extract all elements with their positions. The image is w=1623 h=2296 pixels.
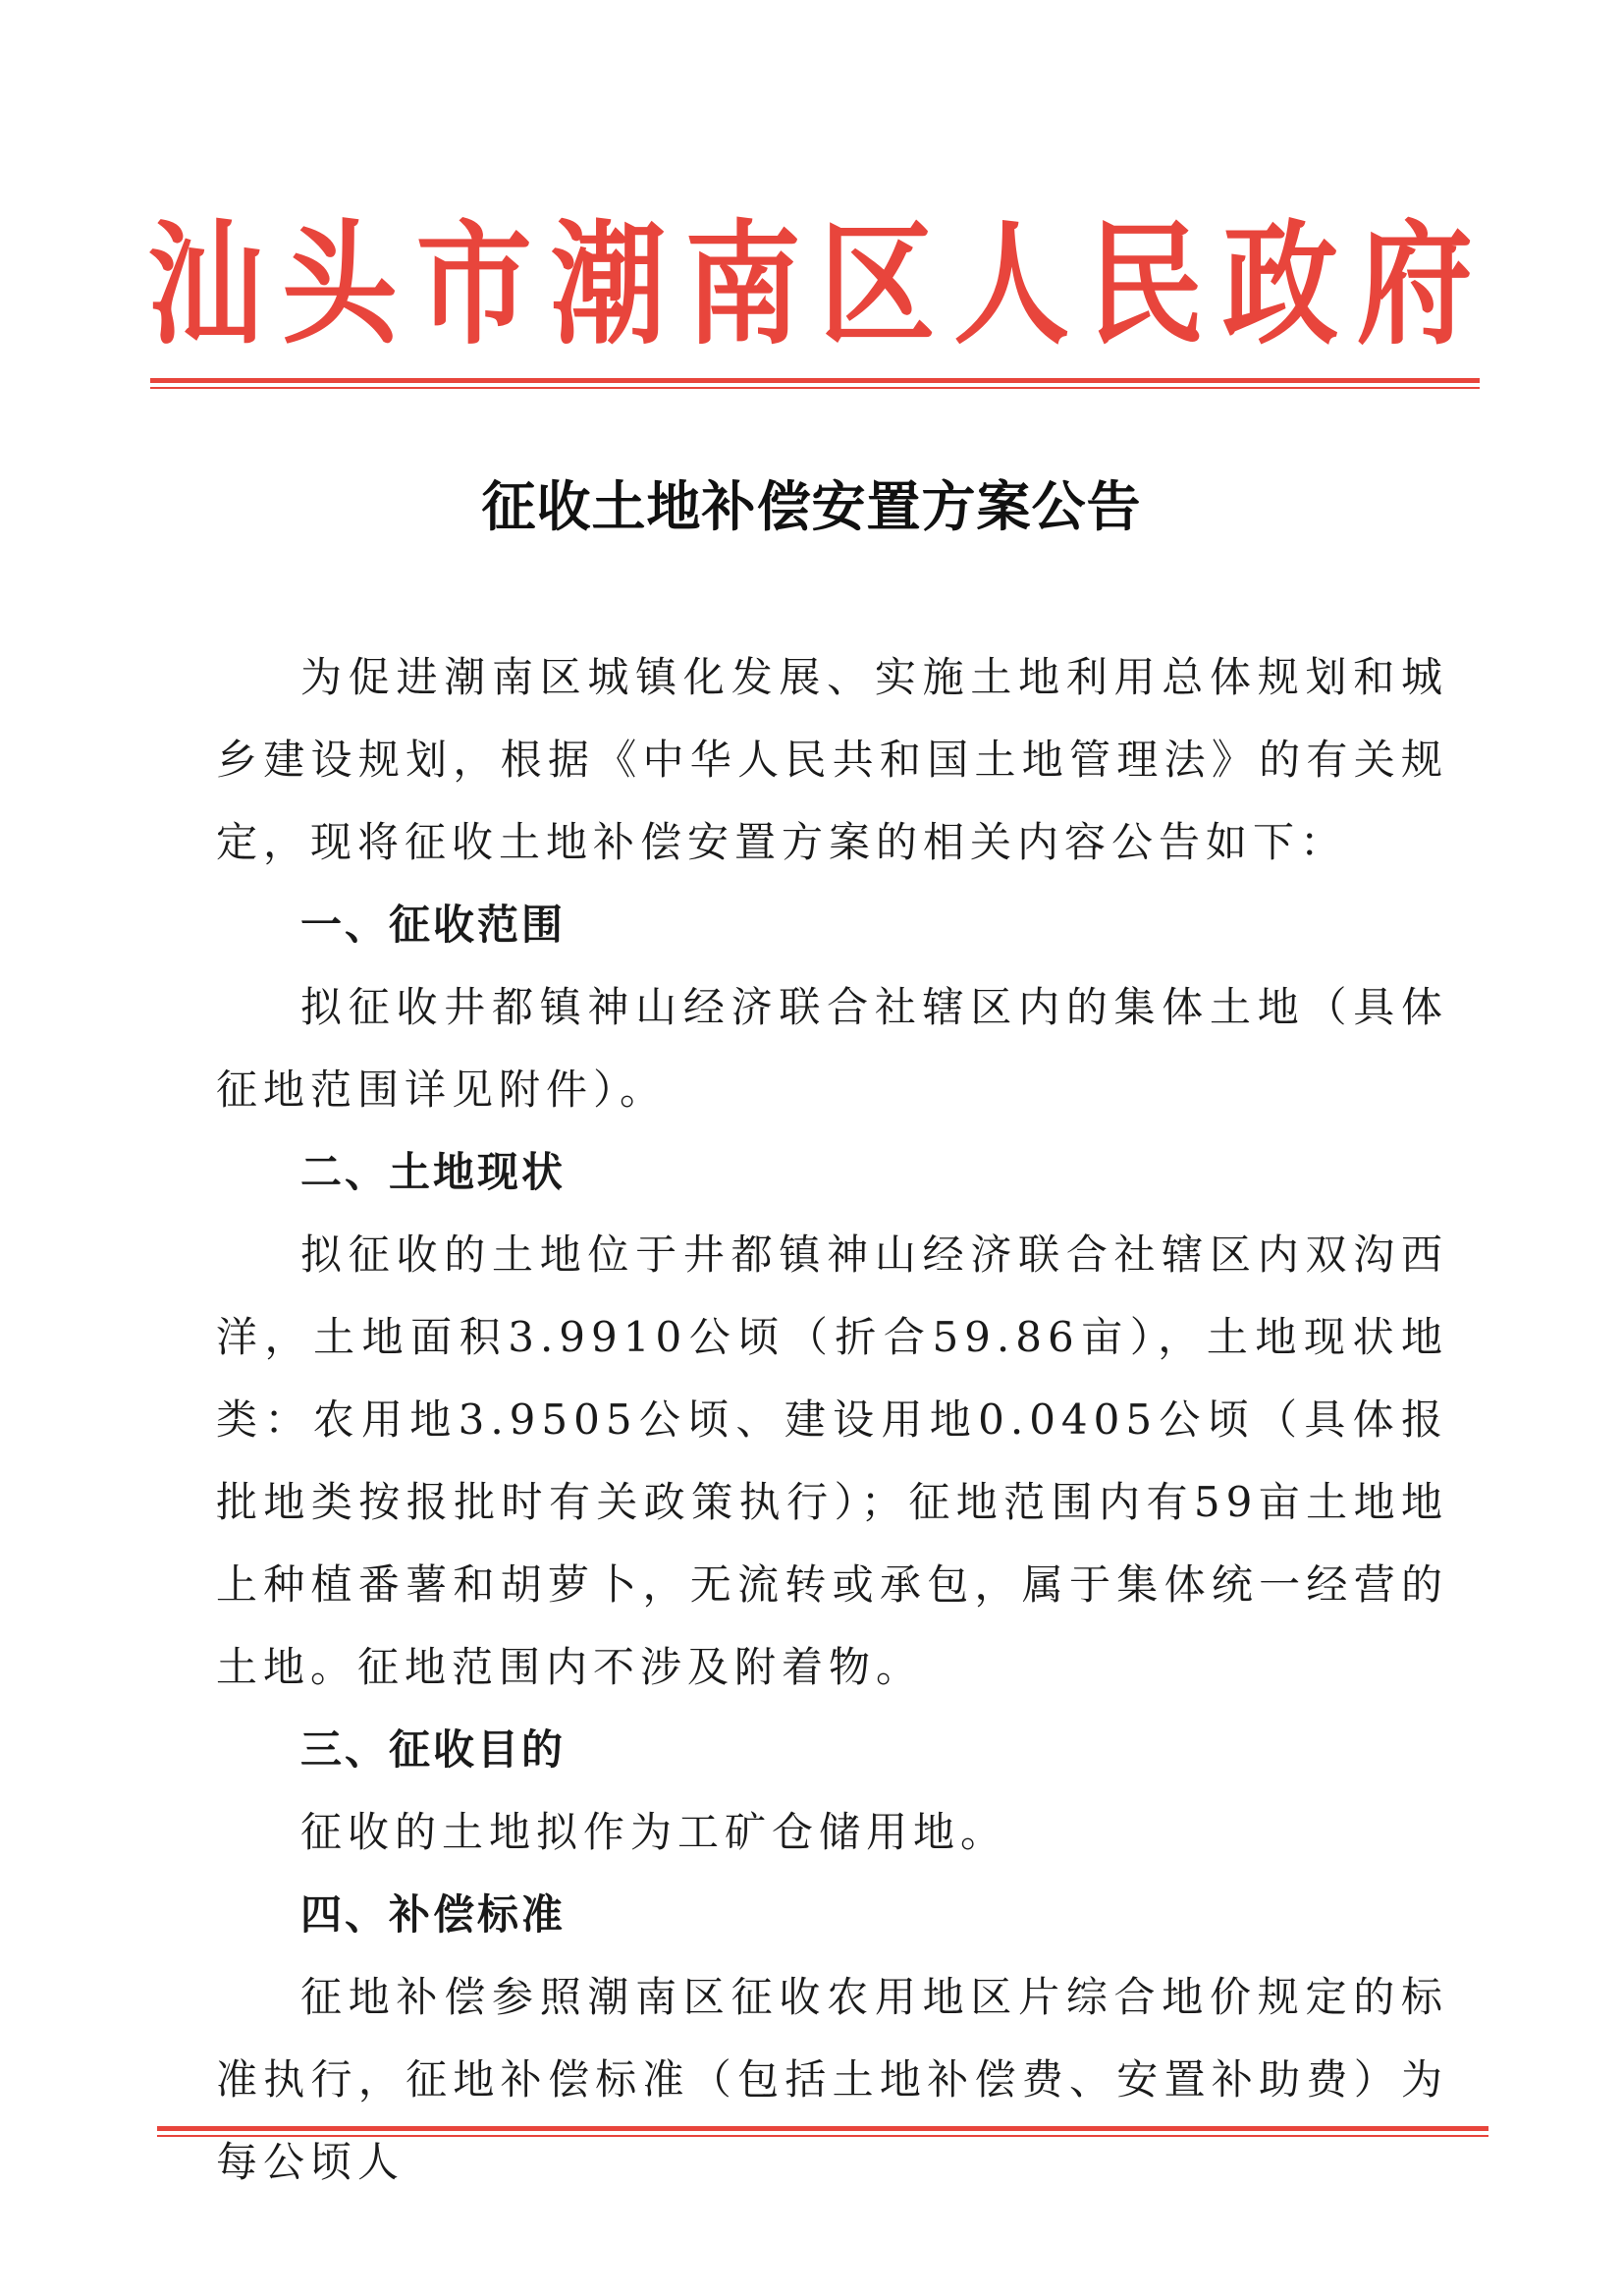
masthead-char: 汕 (147, 205, 264, 363)
masthead-char: 南 (684, 205, 801, 363)
intro-paragraph: 为促进潮南区城镇化发展、实施土地利用总体规划和城乡建设规划，根据《中华人民共和国土地管理法》的有关规定，现将征收土地补偿安置方案的相关内容公告如下： (216, 653, 1448, 866)
masthead-char: 头 (281, 205, 398, 363)
divider-thick-line (150, 378, 1480, 383)
issuing-authority-masthead (147, 201, 1473, 368)
masthead-char: 政 (1222, 205, 1339, 363)
document-title: 征收土地补偿安置方案公告 (481, 474, 1142, 538)
masthead-char: 区 (819, 205, 936, 363)
section-heading: 一、征收范围 (300, 901, 567, 949)
divider-thin-line (157, 2135, 1488, 2137)
divider-thick-line (157, 2126, 1488, 2131)
masthead-char: 潮 (550, 205, 667, 363)
masthead-char: 府 (1356, 205, 1473, 363)
masthead-char: 人 (953, 205, 1070, 363)
section-paragraph: 征地补偿参照潮南区征收农用地区片综合地价规定的标准执行，征地补偿标准（包括土地补偿费、安置补助费）为每公顷人 (216, 1973, 1448, 2186)
section-heading: 二、土地现状 (300, 1148, 567, 1196)
masthead-char: 民 (1088, 205, 1205, 363)
document-body (216, 636, 1448, 2204)
section-paragraph: 征收的土地拟作为工矿仓储用地。 (300, 1808, 1008, 1856)
section-heading: 四、补偿标准 (300, 1890, 567, 1939)
masthead-divider (150, 378, 1480, 389)
divider-thin-line (150, 387, 1480, 389)
footer-divider (157, 2126, 1488, 2137)
section-heading: 三、征收目的 (300, 1725, 567, 1774)
section-paragraph: 拟征收的土地位于井都镇神山经济联合社辖区内双沟西洋，土地面积3.9910公顷（折合59.86亩），土地现状地类：农用地3.9505公顷、建设用地0.0405公顷（具体报批地类按报批时有关政策执行）；征地范围内有59亩土地地上种植番薯和胡萝卜，无流转或承包，属于集体统一经营的土地。征地范围内不涉及附着物。 (216, 1230, 1448, 1691)
section-paragraph: 拟征收井都镇神山经济联合社辖区内的集体土地（具体征地范围详见附件）。 (216, 983, 1448, 1114)
masthead-char: 市 (415, 205, 532, 363)
